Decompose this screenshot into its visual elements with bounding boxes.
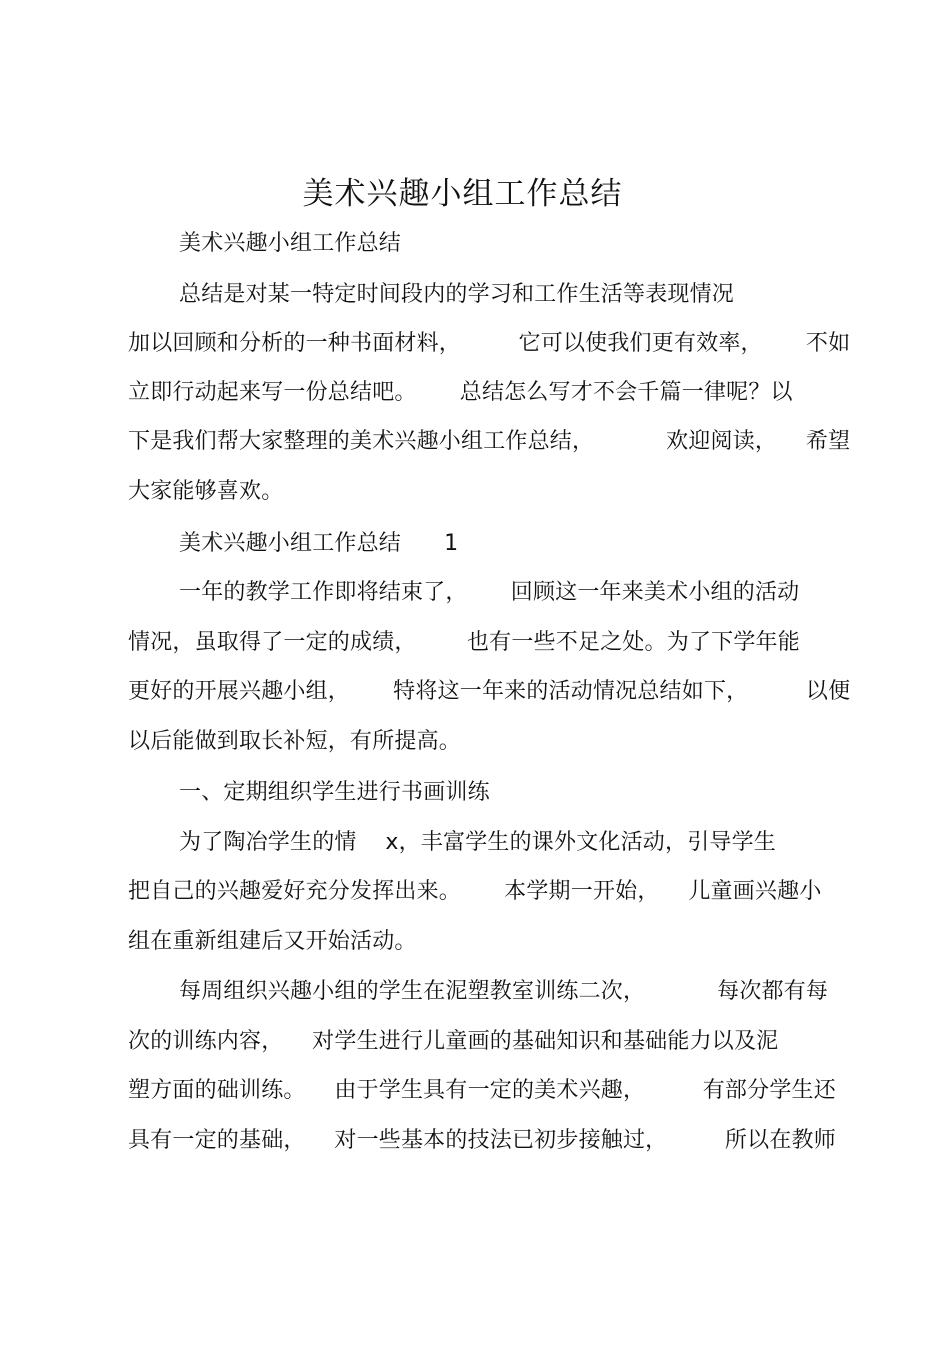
paragraph-line: 每周组织兴趣小组的学生在泥塑教室训练二次， 每次都有每 xyxy=(179,979,829,1004)
paragraph-line: 加以回顾和分析的一种书面材料， 它可以使我们更有效率， 不如 xyxy=(128,331,851,356)
paragraph-line: 立即行动起来写一份总结吧。 总结怎么写才不会千篇一律呢？以 xyxy=(128,380,793,405)
paragraph-line: 总结是对某一特定时间段内的学习和工作生活等表现情况 xyxy=(179,282,735,307)
paragraph-line: 一年的教学工作即将结束了， 回顾这一年来美术小组的活动 xyxy=(179,580,800,605)
subtitle-line: 美术兴趣小组工作总结 xyxy=(179,231,402,256)
paragraph-line: 下是我们帮大家整理的美术兴趣小组工作总结， 欢迎阅读， 希望 xyxy=(128,429,851,454)
paragraph-line: 为了陶冶学生的情 x，丰富学生的课外文化活动，引导学生 xyxy=(179,830,776,855)
paragraph-line: 组在重新组建后又开始活动。 xyxy=(128,929,417,954)
paragraph-line: 大家能够喜欢。 xyxy=(128,479,284,504)
section-heading: 一、定期组织学生进行书画训练 xyxy=(179,780,490,805)
paragraph-line: 具有一定的基础， 对一些基本的技法已初步接触过， 所以在教师 xyxy=(128,1128,836,1153)
section-heading: 美术兴趣小组工作总结 1 xyxy=(179,531,459,556)
paragraph-line: 把自己的兴趣爱好充分发挥出来。 本学期一开始， 儿童画兴趣小 xyxy=(128,879,822,904)
paragraph-line: 情况，虽取得了一定的成绩， 也有一些不足之处。为了下学年能 xyxy=(128,630,800,655)
paragraph-line: 更好的开展兴趣小组， 特将这一年来的活动情况总结如下， 以便 xyxy=(128,679,851,704)
document-title: 美术兴趣小组工作总结 xyxy=(302,176,623,212)
paragraph-line: 以后能做到取长补短，有所提高。 xyxy=(128,729,462,754)
paragraph-line: 次的训练内容， 对学生进行儿童画的基础知识和基础能力以及泥 xyxy=(128,1029,779,1054)
paragraph-line: 塑方面的础训练。 由于学生具有一定的美术兴趣， 有部分学生还 xyxy=(128,1078,836,1103)
